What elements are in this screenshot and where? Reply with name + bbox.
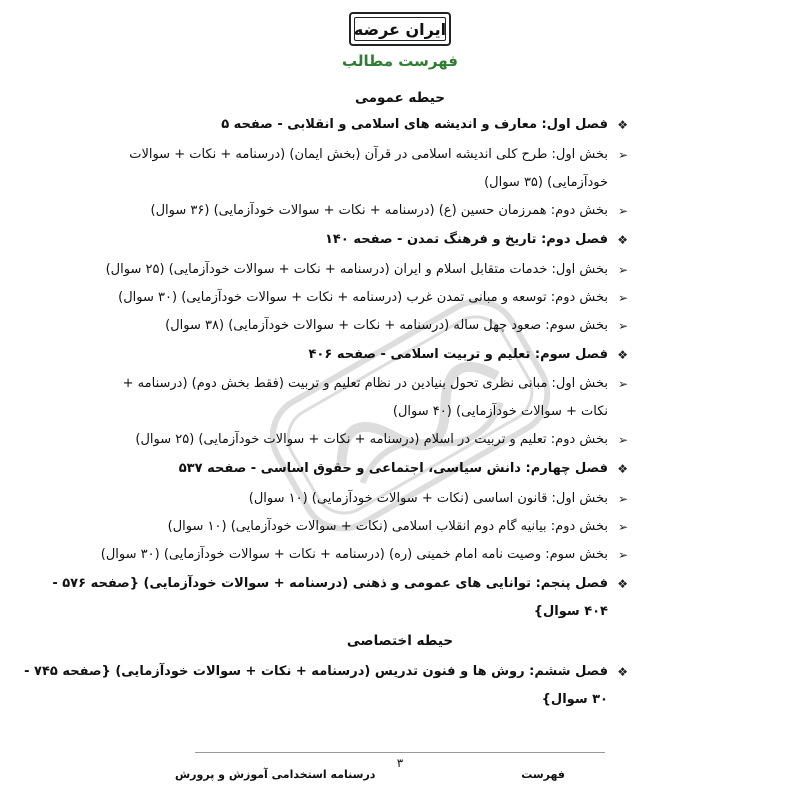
logo-text: ایران عرضه [353, 19, 447, 39]
chapter-4-heading: فصل چهارم: دانش سیاسی، اجتماعی و حقوق اساسی - صفحه ۵۳۷ [178, 461, 608, 476]
chapter-bullet-icon: ❖ [617, 348, 628, 362]
section-bullet-icon: ➢ [617, 492, 628, 506]
page-title: فهرست مطالب [342, 52, 458, 70]
chapter-1-heading: فصل اول: معارف و اندیشه های اسلامی و انقلابی - صفحه ۵ [221, 117, 608, 132]
chapter-3-part-1-line-2: نکات + سوالات خودآزمایی) (۴۰ سوال) [392, 404, 608, 419]
section-bullet-icon: ➢ [617, 291, 628, 305]
section-bullet-icon: ➢ [617, 204, 628, 218]
chapter-5-heading-line-1: فصل پنجم: توانایی های عمومی و ذهنی (درسنامه + سوالات خودآزمایی) {صفحه ۵۷۶ - [52, 576, 608, 591]
publisher-logo [349, 12, 451, 46]
chapter-1-part-1-line-1: بخش اول: طرح کلی اندیشه اسلامی در قرآن (بخش ایمان) (درسنامه + نکات + سوالات [129, 147, 608, 162]
section-bullet-icon: ➢ [617, 319, 628, 333]
chapter-2-part-1: بخش اول: خدمات متقابل اسلام و ایران (درسنامه + نکات + سوالات خودآزمایی) (۲۵ سوال) [105, 262, 608, 277]
section-bullet-icon: ➢ [617, 433, 628, 447]
chapter-1-part-1-line-2: خودآزمایی) (۳۵ سوال) [484, 175, 608, 190]
section-bullet-icon: ➢ [617, 263, 628, 277]
chapter-6-heading-line-1: فصل ششم: روش ها و فنون تدریس (درسنامه + نکات + سوالات خودآزمایی) {صفحه ۷۴۵ - [24, 664, 608, 679]
section-bullet-icon: ➢ [617, 377, 628, 391]
page-number: ۳ [396, 756, 404, 770]
section-heading-specialized: حیطه اختصاصی [346, 633, 454, 649]
chapter-4-part-2: بخش دوم: بیانیه گام دوم انقلاب اسلامی (نکات + سوالات خودآزمایی) (۱۰ سوال) [167, 519, 608, 534]
chapter-5-heading-line-2: ۴۰۴ سوال} [533, 604, 608, 619]
chapter-bullet-icon: ❖ [617, 577, 628, 591]
chapter-3-heading: فصل سوم: تعلیم و تربیت اسلامی - صفحه ۴۰۶ [308, 347, 608, 362]
chapter-bullet-icon: ❖ [617, 462, 628, 476]
chapter-4-part-1: بخش اول: قانون اساسی (نکات + سوالات خودآزمایی) (۱۰ سوال) [248, 491, 608, 506]
section-bullet-icon: ➢ [617, 548, 628, 562]
chapter-bullet-icon: ❖ [617, 233, 628, 247]
chapter-3-part-2: بخش دوم: تعلیم و تربیت در اسلام (درسنامه + نکات + سوالات خودآزمایی) (۲۵ سوال) [135, 432, 608, 447]
chapter-3-part-1-line-1: بخش اول: مبانی نظری تحول بنیادین در نظام تعلیم و تربیت (فقط بخش دوم) (درسنامه + [122, 376, 608, 391]
footer-divider [195, 752, 605, 753]
chapter-6-heading-line-2: ۳۰ سوال} [541, 692, 608, 707]
chapter-2-heading: فصل دوم: تاریخ و فرهنگ تمدن - صفحه ۱۴۰ [325, 232, 608, 247]
section-heading-general: حیطه عمومی [354, 90, 446, 106]
chapter-bullet-icon: ❖ [617, 118, 628, 132]
section-bullet-icon: ➢ [617, 148, 628, 162]
chapter-1-part-2: بخش دوم: همرزمان حسین (ع) (درسنامه + نکات + سوالات خودآزمایی) (۳۶ سوال) [150, 203, 608, 218]
chapter-4-part-3: بخش سوم: وصیت نامه امام خمینی (ره) (درسنامه + نکات + سوالات خودآزمایی) (۳۰ سوال) [100, 547, 608, 562]
chapter-2-part-3: بخش سوم: صعود چهل ساله (درسنامه + نکات + سوالات خودآزمایی) (۳۸ سوال) [165, 318, 608, 333]
footer-book-title: درسنامه استخدامی آموزش و پرورش [175, 768, 376, 781]
chapter-bullet-icon: ❖ [617, 665, 628, 679]
footer-section-label: فهرست [521, 768, 565, 781]
chapter-2-part-2: بخش دوم: توسعه و مبانی تمدن غرب (درسنامه + نکات + سوالات خودآزمایی) (۳۰ سوال) [118, 290, 608, 305]
section-bullet-icon: ➢ [617, 520, 628, 534]
